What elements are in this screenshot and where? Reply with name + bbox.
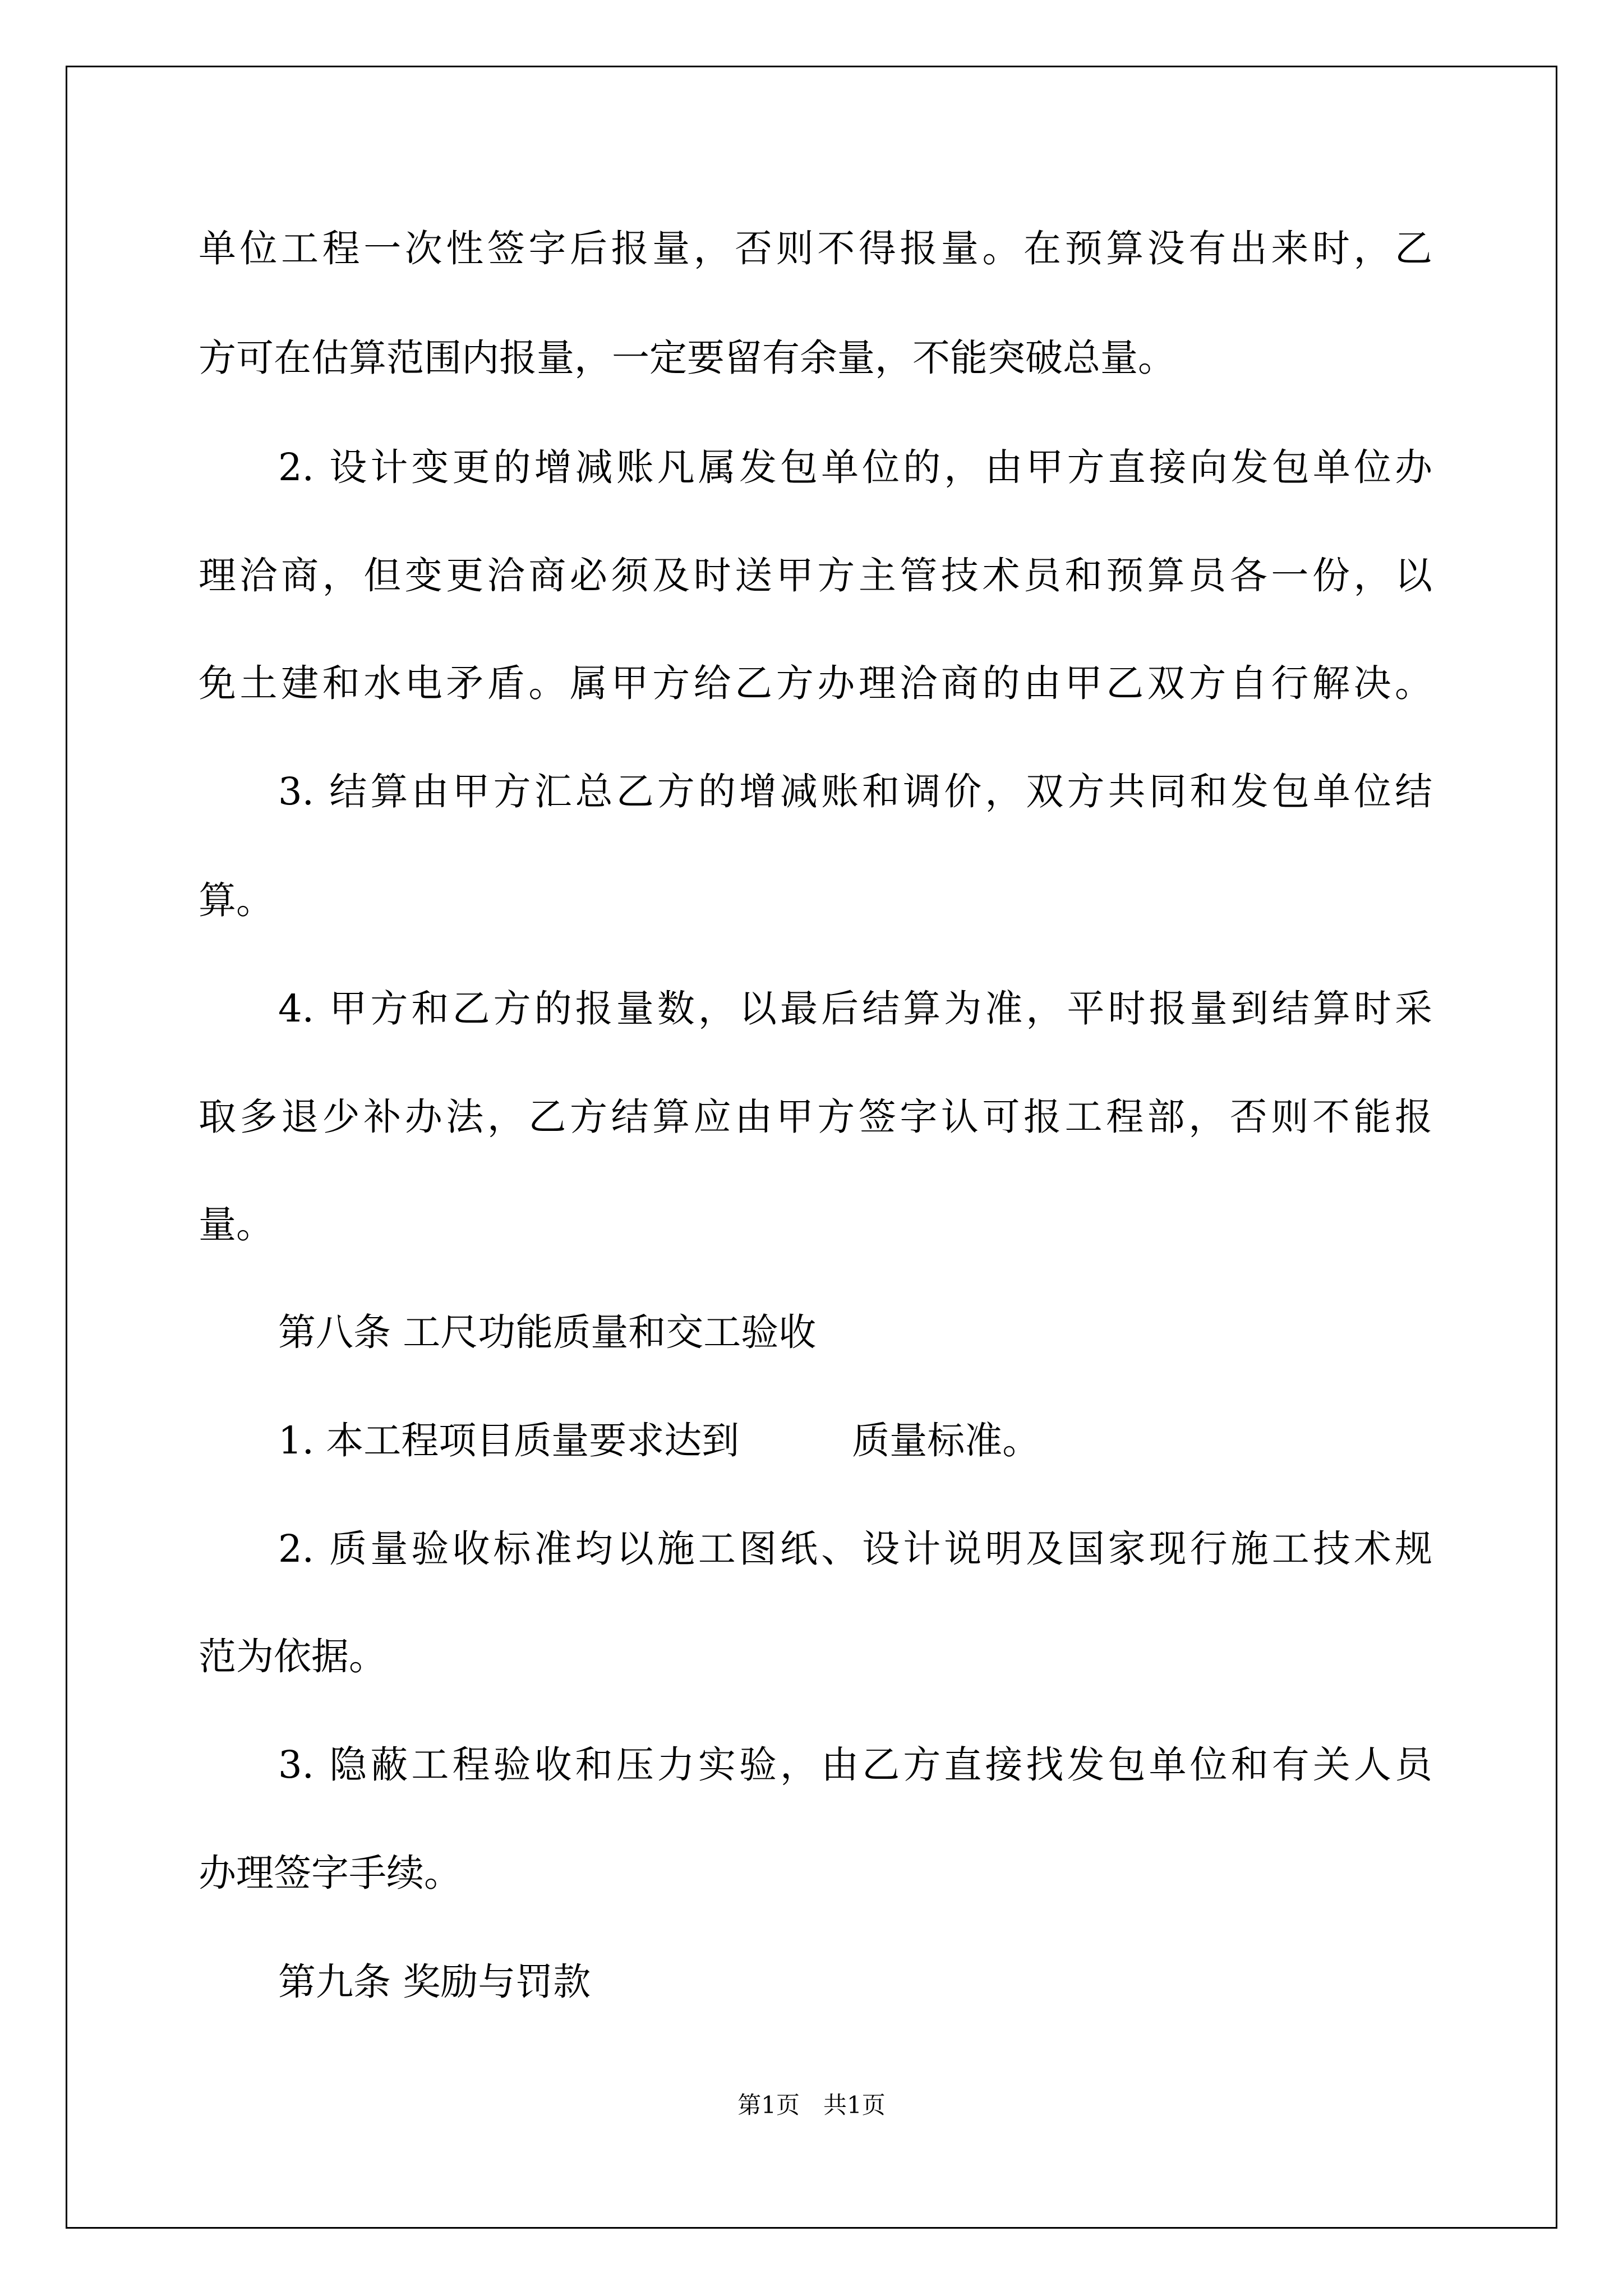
section-heading: 第九条 奖励与罚款 (278, 1960, 591, 2004)
paragraph-line: 理洽商，但变更洽商必须及时送甲方主管技术员和预算员各一份，以 (199, 554, 1432, 597)
section-heading: 第八条 工尺功能质量和交工验收 (278, 1310, 817, 1354)
paragraph-line: 免土建和水电矛盾。属甲方给乙方办理洽商的由甲乙双方自行解决。 (199, 661, 1432, 705)
paragraph-line: 方可在估算范围内报量，一定要留有余量，不能突破总量。 (199, 336, 1175, 380)
paragraph-line: 单位工程一次性签字后报量，否则不得报量。在预算没有出来时，乙 (199, 227, 1432, 270)
paragraph-line: 取多退少补办法，乙方结算应由甲方签字认可报工程部，否则不能报 (199, 1095, 1432, 1139)
paragraph-line: 范为依据。 (199, 1635, 386, 1678)
paragraph-line: 量。 (199, 1203, 274, 1246)
paragraph-line: 4. 甲方和乙方的报量数，以最后结算为准，平时报量到结算时采 (278, 987, 1432, 1030)
paragraph-line: 3. 结算由甲方汇总乙方的增减账和调价，双方共同和发包单位结 (278, 770, 1432, 813)
paragraph-line: 1. 本工程项目质量要求达到 质量标准。 (278, 1419, 1040, 1462)
page-footer: 第1页 共1页 (737, 2091, 886, 2119)
paragraph-line: 办理签字手续。 (199, 1851, 462, 1895)
paragraph-line: 3. 隐蔽工程验收和压力实验，由乙方直接找发包单位和有关人员 (278, 1743, 1432, 1787)
paragraph-line: 2. 质量验收标准均以施工图纸、设计说明及国家现行施工技术规 (278, 1527, 1432, 1571)
paragraph-line: 2. 设计变更的增减账凡属发包单位的，由甲方直接向发包单位办 (278, 445, 1432, 489)
paragraph-line: 算。 (199, 878, 274, 922)
page-border (66, 66, 1557, 2229)
